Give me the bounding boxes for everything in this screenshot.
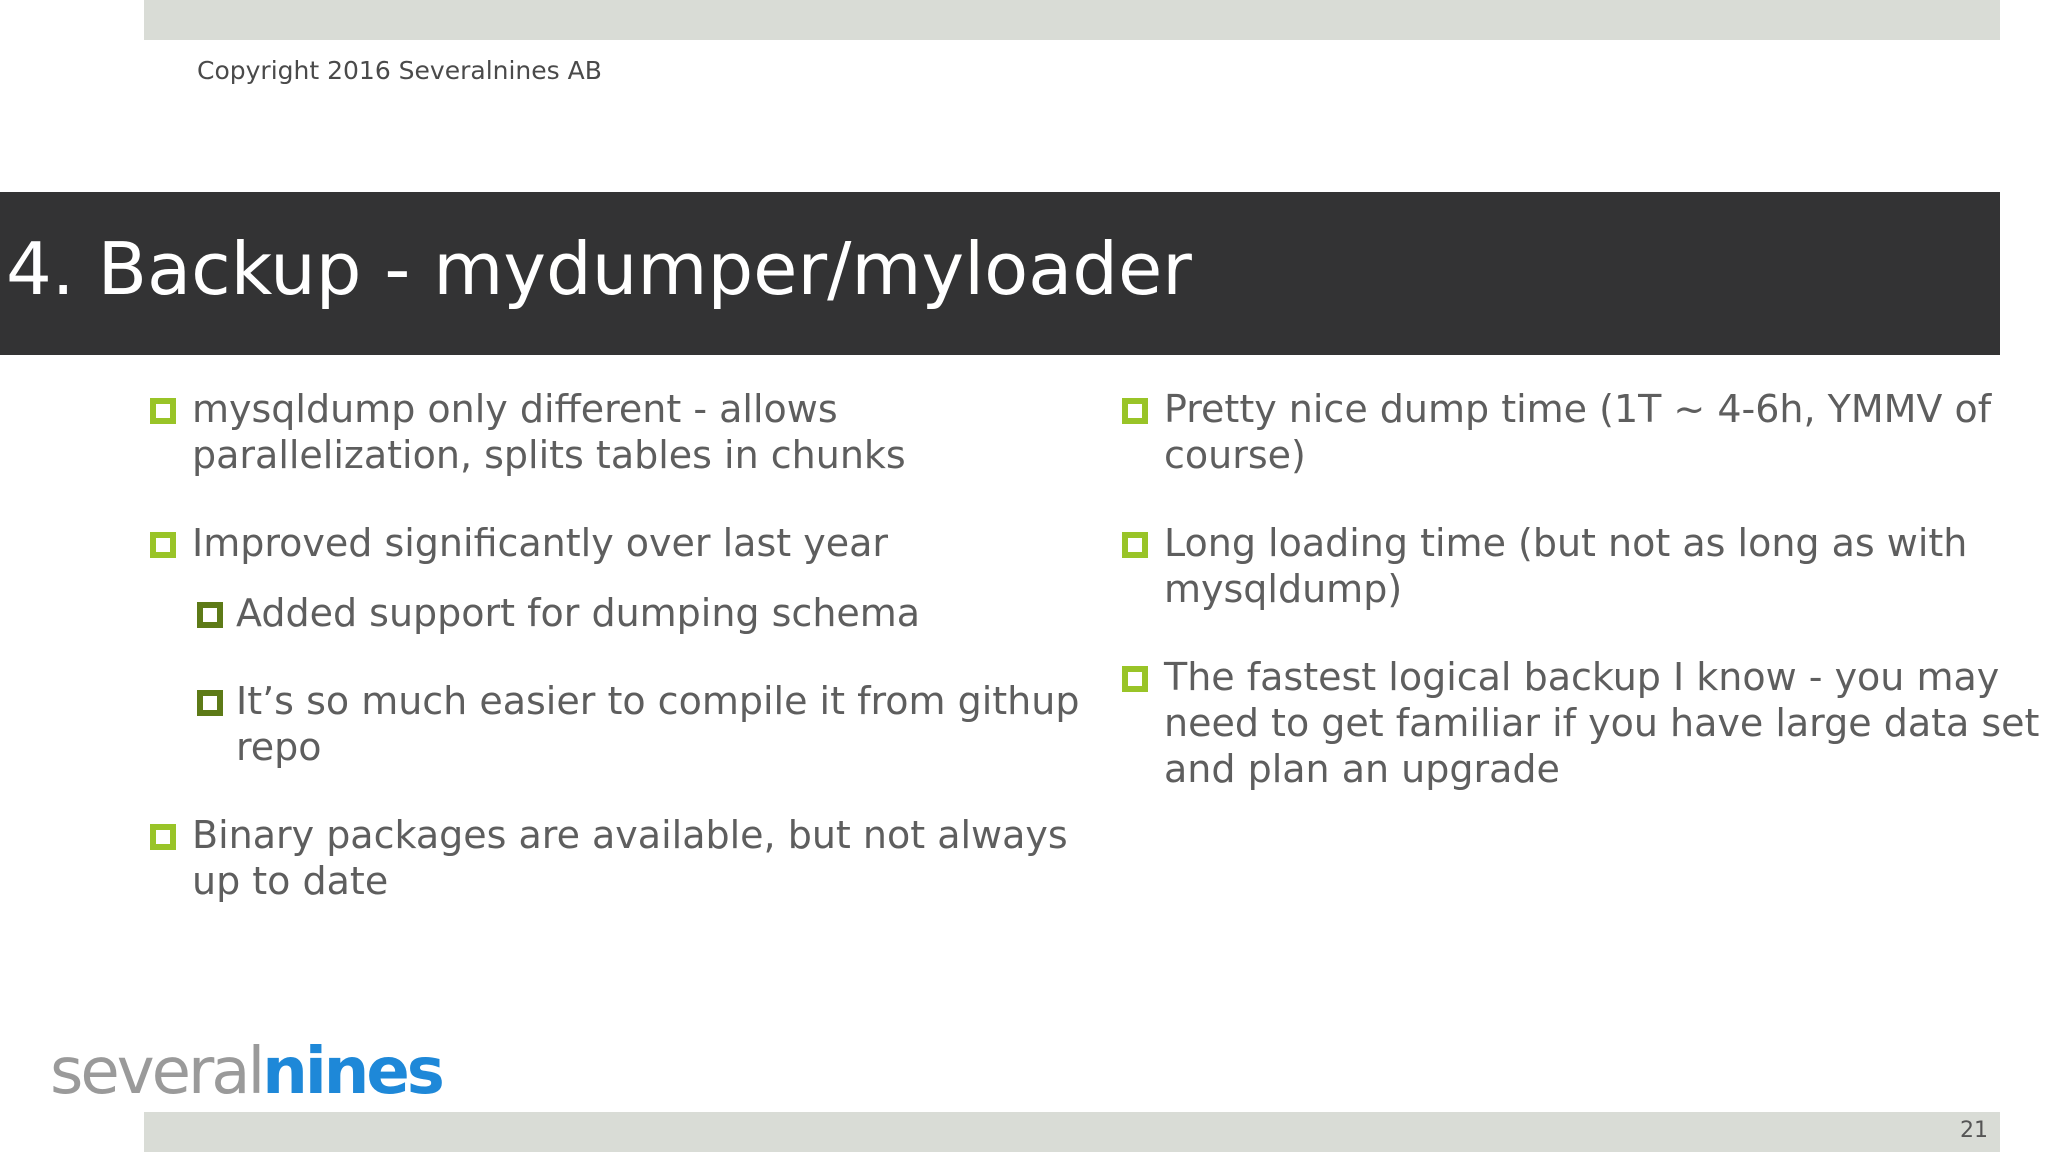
sub-bullet-text: It’s so much easier to compile it from githup repo [236,679,1080,769]
bullet-text: Binary packages are available, but not always up to date [192,813,1068,903]
square-bullet-icon [197,690,223,716]
sub-bullet-text: Added support for dumping schema [236,591,921,635]
square-bullet-icon [150,824,176,850]
sub-bullet-item [150,590,1110,636]
bullet-text: Pretty nice dump time (1T ~ 4-6h, YMMV of course) [1164,387,1992,477]
bullet-item [150,520,1110,566]
logo-text-several: several [50,1035,263,1109]
copyright-text: Copyright 2016 Severalnines AB [197,56,602,85]
bullet-item [150,386,1110,478]
bullet-text: Improved significantly over last year [192,521,889,565]
square-bullet-icon [1122,398,1148,424]
severalnines-logo [50,1035,442,1109]
square-bullet-icon [150,398,176,424]
top-band [144,0,2000,40]
square-bullet-icon [150,532,176,558]
bullet-text: Long loading time (but not as long as with mysqldump) [1164,521,1968,611]
bullet-text: The fastest logical backup I know - you may need to get familiar if you have large data set and plan an upgrade [1164,655,2040,791]
left-column [150,386,1110,946]
square-bullet-icon [1122,666,1148,692]
bullet-item [1122,654,2042,792]
logo-text-nines: nines [262,1035,442,1109]
bullet-item [150,812,1110,904]
bullet-item [1122,386,2042,478]
page-number: 21 [1960,1118,1988,1143]
square-bullet-icon [197,602,223,628]
bullet-text: mysqldump only different - allows parallelization, splits tables in chunks [192,387,906,477]
right-column [1122,386,2042,834]
square-bullet-icon [1122,532,1148,558]
slide-title: 4. Backup - mydumper/myloader [6,227,1192,311]
bullet-item [1122,520,2042,612]
sub-bullet-item [150,678,1110,770]
bottom-band [144,1112,2000,1152]
